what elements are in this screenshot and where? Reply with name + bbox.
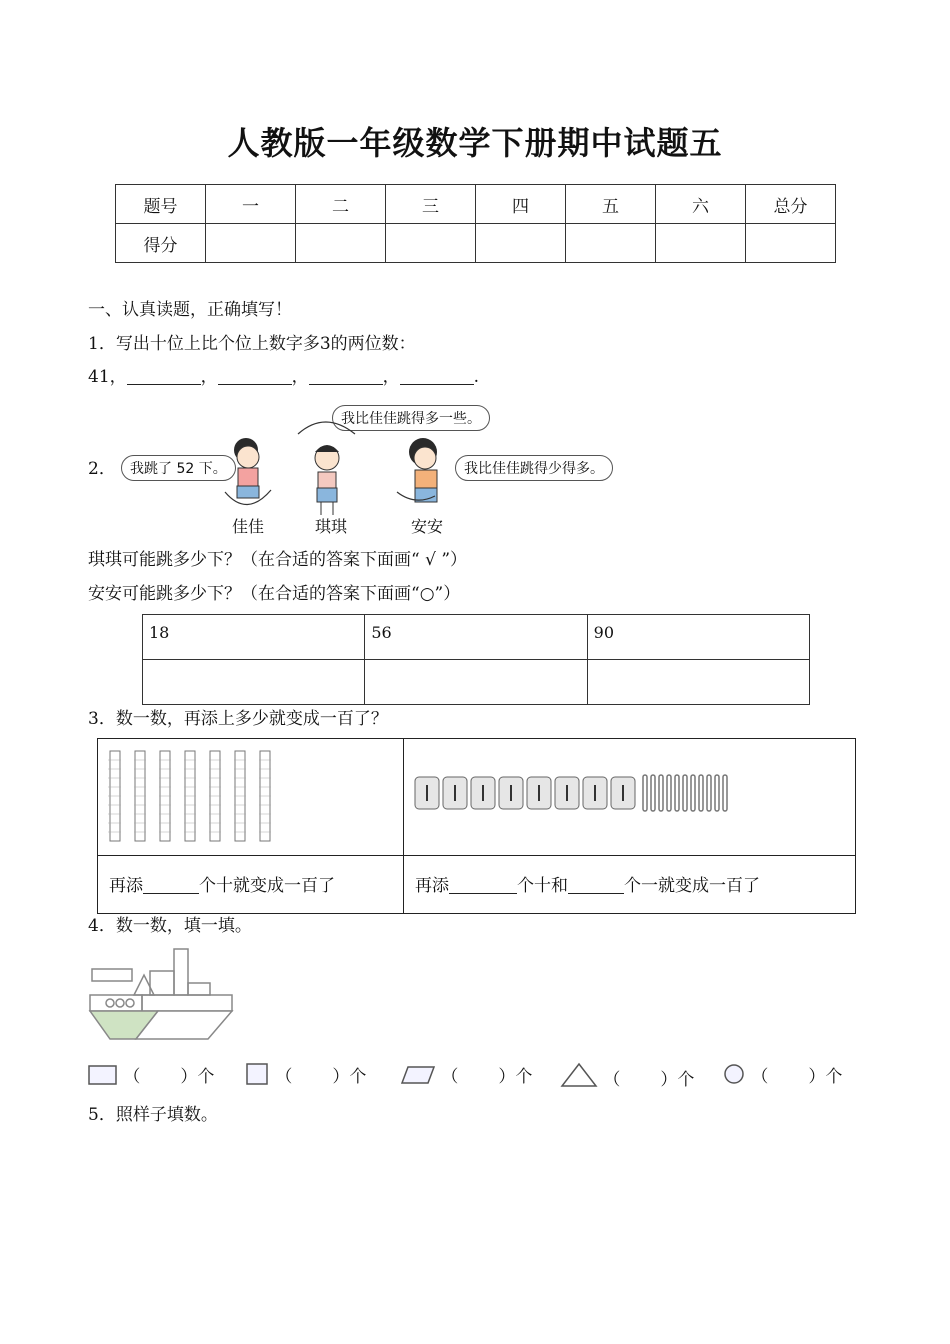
speech-bubble-anan: 我比佳佳跳得少得多。 — [455, 455, 613, 481]
count-triangles — [560, 1062, 694, 1090]
q2-illustration — [115, 400, 615, 535]
q2-line1: 琪琪可能跳多少下？（在合适的答案下面画“ √ ”） — [88, 550, 468, 570]
q2-answer-table — [142, 614, 810, 705]
score-col-3: 三 — [386, 185, 476, 224]
score-cell[interactable] — [206, 224, 296, 263]
q3-right-text-c: 个一就变成一百了 — [624, 876, 760, 896]
score-table-header-row — [116, 185, 836, 224]
name-qiqi: 琪琪 — [315, 517, 348, 536]
score-cell[interactable] — [476, 224, 566, 263]
page-title: 人教版一年级数学下册期中试题五 — [227, 124, 723, 162]
score-col-5: 五 — [566, 185, 656, 224]
q2-line2: 安安可能跳多少下？（在合适的答案下面画“○”） — [88, 584, 461, 604]
q3-right-text-a: 再添 — [415, 876, 449, 896]
count-rectangles — [88, 1062, 214, 1087]
children-figures — [115, 400, 615, 535]
q2-mark-cell[interactable] — [365, 660, 587, 705]
q2-mark-cell[interactable] — [587, 660, 809, 705]
parallelogram-icon — [400, 1065, 436, 1085]
score-cell[interactable] — [746, 224, 836, 263]
q5-text: 5．照样子填数。 — [88, 1105, 218, 1125]
score-table-score-row — [116, 224, 836, 263]
paren-close: ）个 — [332, 1067, 367, 1087]
girl-anan-figure — [397, 438, 437, 502]
score-header-label: 题号 — [116, 185, 206, 224]
bundled-sticks-image — [413, 769, 743, 819]
count-circles — [722, 1062, 842, 1087]
name-anan: 安安 — [411, 517, 444, 536]
q3-right-text-b: 个十和 — [517, 876, 568, 896]
q1-text: 1．写出十位上比个位上数字多3的两位数： — [88, 334, 416, 354]
q3-text: 3．数一数，再添上多少就变成一百了？ — [88, 709, 388, 729]
q3-left-text-b: 个十就变成一百了 — [199, 876, 335, 896]
paren-close: ）个 — [660, 1070, 695, 1090]
score-table — [115, 184, 836, 263]
score-cell[interactable] — [566, 224, 656, 263]
girl-qiqi-figure — [298, 422, 355, 515]
girl-jiajia-figure — [225, 438, 271, 505]
q3-left-blank[interactable] — [143, 877, 199, 894]
paren-close: ）个 — [808, 1067, 843, 1087]
speech-bubble-jiajia: 我跳了 52 下。 — [121, 455, 236, 481]
name-jiajia: 佳佳 — [232, 517, 265, 536]
paren-open: （ — [275, 1067, 293, 1087]
q3-right-blank-tens[interactable] — [449, 877, 517, 894]
q3-left-answer — [109, 871, 335, 896]
speech-bubble-qiqi: 我比佳佳跳得多一些。 — [332, 405, 490, 431]
q2-option-18: 18 — [143, 615, 365, 660]
q2-option-56: 56 — [365, 615, 587, 660]
q3-left-text-a: 再添 — [109, 876, 143, 896]
triangle-icon — [560, 1062, 598, 1088]
q1-given-number: 41， — [88, 367, 127, 387]
score-row-label: 得分 — [116, 224, 206, 263]
q4-text: 4．数一数，填一填。 — [88, 916, 252, 936]
score-cell[interactable] — [386, 224, 476, 263]
q1-separator: ， — [382, 367, 400, 387]
score-cell[interactable] — [296, 224, 386, 263]
boat-picture — [88, 945, 238, 1045]
count-parallelograms — [400, 1062, 532, 1087]
paren-open: （ — [123, 1067, 141, 1087]
score-col-1: 一 — [206, 185, 296, 224]
paren-open: （ — [441, 1067, 459, 1087]
q1-separator: ， — [200, 367, 218, 387]
rectangle-icon — [88, 1065, 118, 1085]
q2-number: 2． — [88, 459, 116, 479]
q2-option-90: 90 — [587, 615, 809, 660]
q2-mark-cell[interactable] — [143, 660, 365, 705]
q3-right-answer — [415, 871, 760, 896]
q1-separator: ， — [291, 367, 309, 387]
circle-icon — [722, 1063, 746, 1085]
score-cell[interactable] — [656, 224, 746, 263]
square-icon — [246, 1063, 270, 1085]
score-col-total: 总分 — [746, 185, 836, 224]
q1-end: . — [473, 367, 480, 387]
paren-close: ）个 — [498, 1067, 533, 1087]
q3-table — [97, 738, 856, 914]
count-squares — [246, 1062, 366, 1087]
q1-blank-2[interactable] — [218, 368, 292, 385]
q1-blank-3[interactable] — [309, 368, 383, 385]
q3-right-blank-ones[interactable] — [568, 877, 624, 894]
q1-blank-4[interactable] — [400, 368, 474, 385]
section-heading: 一、认真读题，正确填写！ — [88, 300, 292, 320]
paren-open: （ — [603, 1070, 621, 1090]
score-col-2: 二 — [296, 185, 386, 224]
q1-answers — [88, 366, 479, 388]
tens-blocks-image — [108, 747, 278, 847]
paren-open: （ — [751, 1067, 769, 1087]
q1-blank-1[interactable] — [127, 368, 201, 385]
paren-close: ）个 — [180, 1067, 215, 1087]
score-col-4: 四 — [476, 185, 566, 224]
score-col-6: 六 — [656, 185, 746, 224]
